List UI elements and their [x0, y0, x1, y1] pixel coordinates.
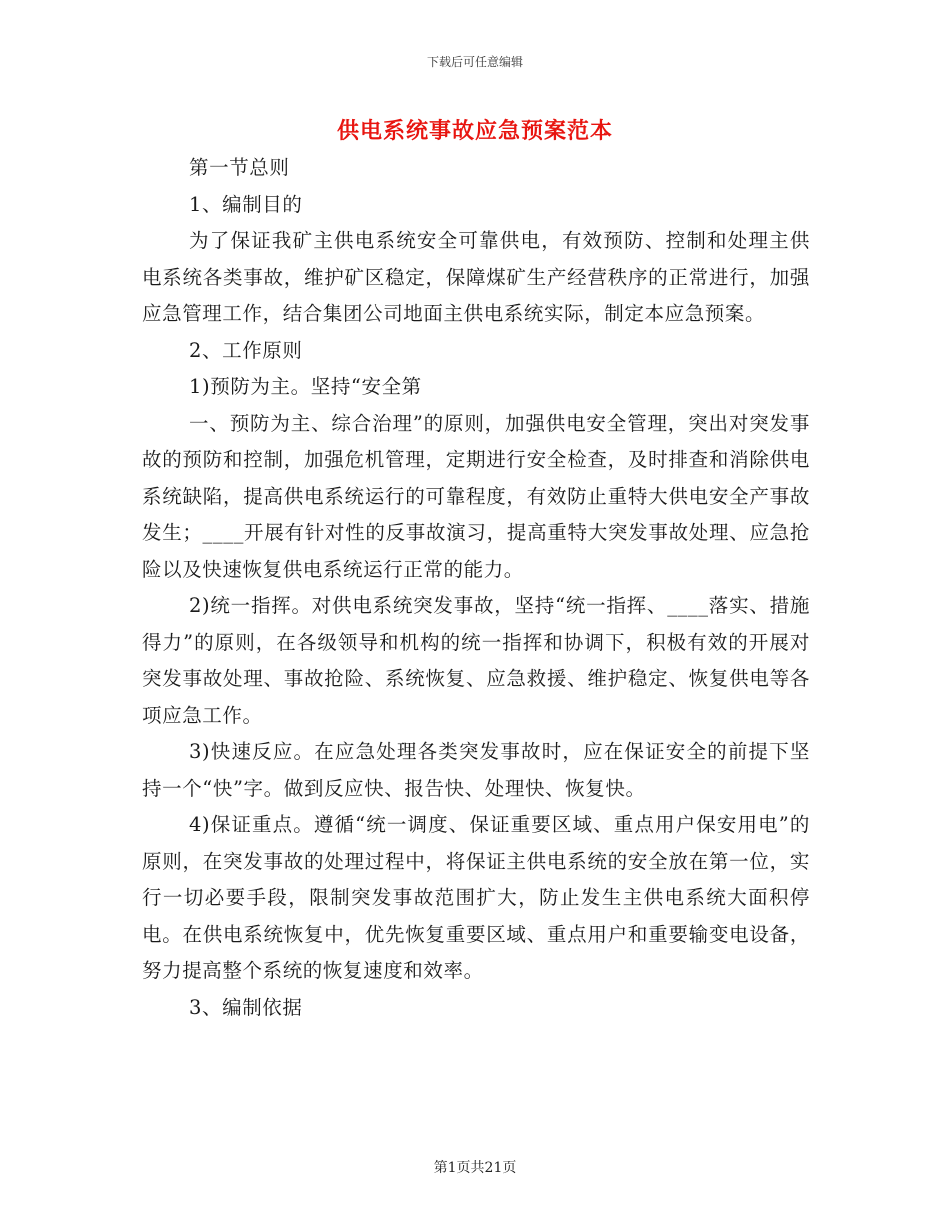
paragraph: 2)统一指挥。对供电系统突发事故，坚持“统一指挥、____落实、措施得力”的原则，在各级领导和机构的统一指挥和协调下，积极有效的开展对突发事故处理、事故抢险、系统恢复、应急救援、维护稳定、恢复供电等各项应急工作。	[142, 594, 810, 727]
document-body	[142, 150, 810, 1026]
subsection-heading: 2、工作原则	[189, 338, 303, 362]
paragraph: 3)快速反应。在应急处理各类突发事故时，应在保证安全的前提下坚持一个“快”字。做到反应快、报告快、处理快、恢复快。	[142, 740, 810, 800]
document-title: 供电系统事故应急预案范本	[336, 118, 613, 144]
subsection-heading: 3、编制依据	[189, 995, 303, 1019]
paragraph: 一、预防为主、综合治理”的原则，加强供电安全管理，突出对突发事故的预防和控制，加强危机管理，定期进行安全检查，及时排查和消除供电系统缺陷，提高供电系统运行的可靠程度，有效防止重特大供电安全产事故发生；____开展有针对性的反事故演习，提高重特大突发事故处理、应急抢险以及快速恢复供电系统运行正常的能力。	[142, 411, 810, 581]
page-footer: 第1页共21页	[433, 1160, 517, 1176]
header-note: 下载后可任意编辑	[426, 55, 523, 69]
section-heading: 第一节总则	[189, 156, 290, 179]
subsection-heading: 1、编制目的	[189, 192, 303, 216]
paragraph: 4)保证重点。遵循“统一调度、保证重要区域、重点用户保安用电”的原则，在突发事故的处理过程中，将保证主供电系统的安全放在第一位，实行一切必要手段，限制突发事故范围扩大，防止发生主供电系统大面积停电。在供电系统恢复中，优先恢复重要区域、重点用户和重要输变电设备，努力提高整个系统的恢复速度和效率。	[142, 813, 810, 982]
paragraph: 为了保证我矿主供电系统安全可靠供电，有效预防、控制和处理主供电系统各类事故，维护矿区稳定，保障煤矿生产经营秩序的正常进行，加强应急管理工作，结合集团公司地面主供电系统实际，制定本应急预案。	[142, 229, 810, 325]
paragraph: 1)预防为主。坚持“安全第	[189, 375, 422, 398]
